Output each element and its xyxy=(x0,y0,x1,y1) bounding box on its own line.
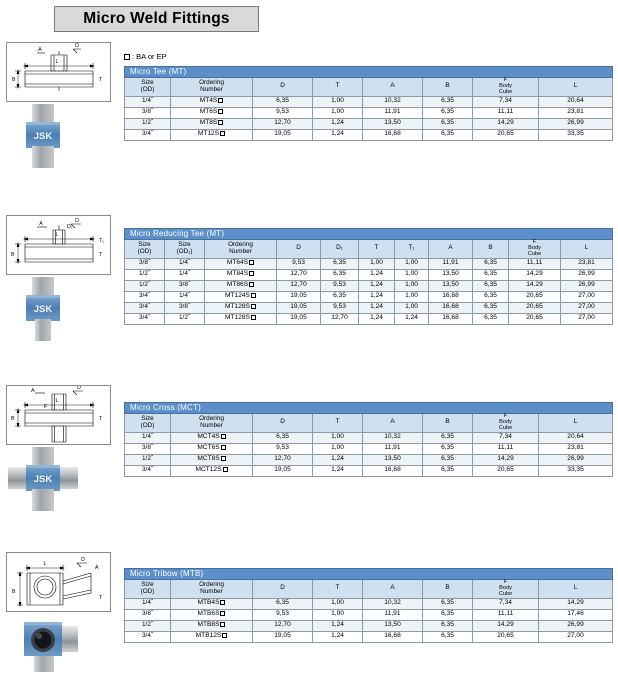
cell-f: 20,65 xyxy=(473,129,539,140)
cell-size: 3/4˝ xyxy=(125,302,165,313)
cell-size1: 1/4˝ xyxy=(165,269,205,280)
cell-ordering-number: MTB8S xyxy=(171,620,253,631)
svg-text:D: D xyxy=(75,218,79,224)
svg-text:T: T xyxy=(99,252,103,258)
cell-t: 1,24 xyxy=(359,269,395,280)
cell-ordering-number: MCT4S xyxy=(171,432,253,443)
cell-d: 19,05 xyxy=(277,291,321,302)
cell-d: 12,70 xyxy=(253,118,313,129)
cell-b: 6,35 xyxy=(473,291,509,302)
col-f-body-cube: F Body Cube xyxy=(509,240,561,259)
cell-b: 6,35 xyxy=(423,631,473,642)
cell-t: 1,24 xyxy=(359,280,395,291)
col-b: B xyxy=(423,78,473,97)
col-t: T xyxy=(313,414,363,433)
cell-t: 1,00 xyxy=(313,96,363,107)
cell-t: 1,24 xyxy=(359,291,395,302)
table-caption: Micro Tee (MT) xyxy=(125,67,613,78)
col-b: B xyxy=(423,414,473,433)
cell-a: 13,50 xyxy=(429,269,473,280)
cell-a: 10,32 xyxy=(363,598,423,609)
col-size-od: Size (OD) xyxy=(125,78,171,97)
cell-b: 6,35 xyxy=(423,598,473,609)
cell-d: 12,70 xyxy=(253,454,313,465)
cell-f: 14,29 xyxy=(473,454,539,465)
cell-l: 23,81 xyxy=(561,258,613,269)
checkbox-icon xyxy=(221,445,226,450)
cell-ordering-number: MT8S xyxy=(171,118,253,129)
cell-ordering-number: MT6S xyxy=(171,107,253,118)
cell-l: 26,99 xyxy=(561,280,613,291)
cell-size: 1/4˝ xyxy=(125,96,171,107)
cell-t1: 1,24 xyxy=(395,313,429,324)
col-ordering-number: Ordering Number xyxy=(171,78,253,97)
cell-a: 10,32 xyxy=(363,96,423,107)
cell-a: 11,91 xyxy=(363,443,423,454)
cell-t: 1,24 xyxy=(313,631,363,642)
cell-size: 3/4˝ xyxy=(125,631,171,642)
checkbox-icon xyxy=(251,293,256,298)
cell-t: 1,00 xyxy=(313,443,363,454)
table-row xyxy=(125,291,613,302)
cell-size: 1/2˝ xyxy=(125,454,171,465)
cell-ordering-number: MT128S xyxy=(205,302,277,313)
cell-t: 1,00 xyxy=(313,598,363,609)
cell-d: 9,53 xyxy=(277,258,321,269)
cell-d1: 9,53 xyxy=(321,302,359,313)
cell-t1: 1,00 xyxy=(395,269,429,280)
col-f-body-cube: F Body Cube xyxy=(473,580,539,599)
cell-f: 14,29 xyxy=(473,118,539,129)
table-micro-reducing-tee-wrapper xyxy=(124,228,613,325)
svg-text:A: A xyxy=(95,565,99,571)
cell-size: 1/4˝ xyxy=(125,432,171,443)
checkbox-icon xyxy=(222,633,227,638)
col-b: B xyxy=(423,580,473,599)
cell-l: 27,00 xyxy=(561,291,613,302)
ba-ep-note xyxy=(124,52,167,61)
table-row xyxy=(125,313,613,324)
cell-a: 13,50 xyxy=(363,118,423,129)
cell-t: 1,24 xyxy=(313,465,363,476)
col-l: L xyxy=(539,78,613,97)
cell-f: 14,29 xyxy=(473,620,539,631)
col-size-od: Size (OD) xyxy=(125,414,171,433)
col-size-od: Size (OD) xyxy=(125,580,171,599)
cell-b: 6,35 xyxy=(423,620,473,631)
cell-a: 16,68 xyxy=(429,302,473,313)
checkbox-icon xyxy=(251,315,256,320)
svg-text:D: D xyxy=(75,43,79,49)
cell-b: 6,35 xyxy=(473,302,509,313)
cell-size1: 1/2˝ xyxy=(165,313,205,324)
svg-text:B: B xyxy=(11,416,15,422)
cell-a: 16,68 xyxy=(363,129,423,140)
cell-d: 9,53 xyxy=(253,609,313,620)
cell-f: 7,34 xyxy=(473,96,539,107)
cell-b: 6,35 xyxy=(423,432,473,443)
cell-b: 6,35 xyxy=(473,313,509,324)
col-a: A xyxy=(363,414,423,433)
cell-f: 14,29 xyxy=(509,280,561,291)
cell-l: 33,35 xyxy=(539,465,613,476)
table-micro-reducing-tee xyxy=(124,228,613,325)
cell-f: 20,65 xyxy=(509,302,561,313)
table-caption: Micro Reducing Tee (MT) xyxy=(125,229,613,240)
cell-d: 19,05 xyxy=(253,129,313,140)
col-size-od: Size (OD) xyxy=(125,240,165,259)
table-row xyxy=(125,631,613,642)
illustration-micro-tee xyxy=(6,42,111,170)
table-micro-tribow-wrapper xyxy=(124,568,613,643)
cell-f: 20,65 xyxy=(473,465,539,476)
cell-b: 6,35 xyxy=(423,609,473,620)
svg-text:D: D xyxy=(77,386,81,391)
col-t: T xyxy=(313,78,363,97)
checkbox-icon xyxy=(220,611,225,616)
col-d: D xyxy=(253,414,313,433)
col-d1: D₁ xyxy=(321,240,359,259)
checkbox-icon xyxy=(249,282,254,287)
col-f-body-cube: F Body Cube xyxy=(473,414,539,433)
svg-text:JSK: JSK xyxy=(33,474,53,485)
table-row xyxy=(125,432,613,443)
cell-d1: 9,53 xyxy=(321,280,359,291)
table-micro-tee-wrapper xyxy=(124,66,613,141)
cell-size: 1/2˝ xyxy=(125,269,165,280)
cell-d: 19,05 xyxy=(253,631,313,642)
cell-l: 27,00 xyxy=(561,302,613,313)
col-l: L xyxy=(561,240,613,259)
cell-size1: 3/8˝ xyxy=(165,302,205,313)
table-row xyxy=(125,118,613,129)
table-row xyxy=(125,258,613,269)
cell-f: 14,29 xyxy=(509,269,561,280)
cell-l: 33,35 xyxy=(539,129,613,140)
svg-text:F: F xyxy=(44,404,48,410)
cell-t: 1,24 xyxy=(359,302,395,313)
cell-ordering-number: MTB6S xyxy=(171,609,253,620)
cell-size: 3/8˝ xyxy=(125,443,171,454)
cell-d1: 6,35 xyxy=(321,258,359,269)
svg-text:JSK: JSK xyxy=(33,131,53,142)
table-row xyxy=(125,454,613,465)
cell-d1: 6,35 xyxy=(321,291,359,302)
cell-d1: 12,70 xyxy=(321,313,359,324)
svg-text:L: L xyxy=(43,561,47,567)
cell-size1: 3/8˝ xyxy=(165,280,205,291)
col-f-body-cube: F Body Cube xyxy=(473,78,539,97)
cell-d: 19,05 xyxy=(277,302,321,313)
cell-t1: 1,00 xyxy=(395,302,429,313)
col-l: L xyxy=(539,580,613,599)
cell-l: 20,64 xyxy=(539,96,613,107)
svg-text:D₁: D₁ xyxy=(67,224,73,230)
svg-text:L: L xyxy=(55,232,59,238)
checkbox-icon xyxy=(249,271,254,276)
cell-l: 26,99 xyxy=(539,118,613,129)
cell-size1: 1/4˝ xyxy=(165,291,205,302)
checkbox-icon xyxy=(220,131,225,136)
table-row xyxy=(125,280,613,291)
col-size-od1: Size (OD₁) xyxy=(165,240,205,259)
cell-b: 6,35 xyxy=(423,107,473,118)
svg-text:T: T xyxy=(99,416,103,422)
cell-size1: 1/4˝ xyxy=(165,258,205,269)
cell-b: 6,35 xyxy=(473,258,509,269)
col-t1: T₁ xyxy=(395,240,429,259)
cell-f: 20,65 xyxy=(509,291,561,302)
cell-f: 11,11 xyxy=(509,258,561,269)
table-row xyxy=(125,107,613,118)
cell-b: 6,35 xyxy=(423,129,473,140)
product-photo-micro-tribow xyxy=(6,612,111,674)
cell-d: 6,35 xyxy=(253,432,313,443)
col-d: D xyxy=(277,240,321,259)
cell-d: 9,53 xyxy=(253,107,313,118)
product-photo-micro-cross xyxy=(6,445,111,513)
cell-t: 1,00 xyxy=(313,107,363,118)
cell-t: 1,00 xyxy=(359,258,395,269)
cell-t: 1,00 xyxy=(313,609,363,620)
cell-size: 1/4˝ xyxy=(125,598,171,609)
cell-f: 7,34 xyxy=(473,598,539,609)
illustration-micro-reducing-tee xyxy=(6,215,111,343)
checkbox-icon xyxy=(218,120,223,125)
col-a: A xyxy=(429,240,473,259)
cell-f: 7,34 xyxy=(473,432,539,443)
cell-a: 13,50 xyxy=(363,454,423,465)
cell-a: 16,68 xyxy=(429,291,473,302)
svg-text:B: B xyxy=(12,589,16,595)
cell-a: 16,68 xyxy=(429,313,473,324)
col-ordering-number: Ordering Number xyxy=(171,580,253,599)
table-row xyxy=(125,609,613,620)
table-header-row xyxy=(125,580,613,599)
cell-t: 1,24 xyxy=(313,129,363,140)
table-micro-tribow xyxy=(124,568,613,643)
table-row xyxy=(125,96,613,107)
svg-text:A: A xyxy=(31,388,35,394)
table-row xyxy=(125,465,613,476)
cell-b: 6,35 xyxy=(423,465,473,476)
table-row xyxy=(125,269,613,280)
col-d: D xyxy=(253,580,313,599)
cell-size: 3/4˝ xyxy=(125,313,165,324)
table-micro-tee xyxy=(124,66,613,141)
cell-t1: 1,00 xyxy=(395,280,429,291)
cell-b: 6,35 xyxy=(423,96,473,107)
cell-ordering-number: MT128S xyxy=(205,313,277,324)
cell-ordering-number: MT124S xyxy=(205,291,277,302)
cell-ordering-number: MCT6S xyxy=(171,443,253,454)
cell-l: 23,81 xyxy=(539,107,613,118)
cell-f: 20,65 xyxy=(509,313,561,324)
cell-l: 26,99 xyxy=(539,454,613,465)
cell-f: 11,11 xyxy=(473,107,539,118)
product-photo-micro-tee xyxy=(6,102,111,170)
cell-ordering-number: MCT12S xyxy=(171,465,253,476)
cell-b: 6,35 xyxy=(473,269,509,280)
svg-text:L: L xyxy=(55,59,59,65)
col-a: A xyxy=(363,580,423,599)
col-b: B xyxy=(473,240,509,259)
cell-size: 3/4˝ xyxy=(125,465,171,476)
svg-text:B: B xyxy=(12,77,16,83)
cell-l: 26,99 xyxy=(561,269,613,280)
cell-a: 16,68 xyxy=(363,631,423,642)
cell-size: 3/8˝ xyxy=(125,258,165,269)
table-row xyxy=(125,443,613,454)
table-micro-cross xyxy=(124,402,613,477)
cell-t1: 1,00 xyxy=(395,258,429,269)
product-photo-micro-reducing-tee xyxy=(6,275,111,343)
cell-size: 3/4˝ xyxy=(125,291,165,302)
col-a: A xyxy=(363,78,423,97)
col-l: L xyxy=(539,414,613,433)
line-art-micro-cross xyxy=(6,385,111,445)
cell-l: 27,00 xyxy=(539,631,613,642)
cell-l: 17,46 xyxy=(539,609,613,620)
cell-f: 11,11 xyxy=(473,609,539,620)
cell-a: 13,50 xyxy=(363,620,423,631)
cell-a: 11,91 xyxy=(429,258,473,269)
cell-b: 6,35 xyxy=(423,454,473,465)
svg-text:T: T xyxy=(99,595,103,601)
cell-size: 3/4˝ xyxy=(125,129,171,140)
cell-a: 13,50 xyxy=(429,280,473,291)
col-t: T xyxy=(359,240,395,259)
cell-d: 12,70 xyxy=(253,620,313,631)
cell-size: 3/8˝ xyxy=(125,609,171,620)
table-row xyxy=(125,129,613,140)
cell-t1: 1,00 xyxy=(395,291,429,302)
cell-ordering-number: MT4S xyxy=(171,96,253,107)
checkbox-icon xyxy=(218,98,223,103)
svg-text:JSK: JSK xyxy=(33,304,53,315)
cell-size: 1/2˝ xyxy=(125,620,171,631)
col-t: T xyxy=(313,580,363,599)
cell-l: 26,99 xyxy=(539,620,613,631)
checkbox-icon xyxy=(220,600,225,605)
table-header-row xyxy=(125,78,613,97)
cell-d: 6,35 xyxy=(253,598,313,609)
checkbox-icon xyxy=(124,54,130,60)
col-d: D xyxy=(253,78,313,97)
table-micro-cross-wrapper xyxy=(124,402,613,477)
col-ordering-number: Ordering Number xyxy=(205,240,277,259)
cell-d: 19,05 xyxy=(253,465,313,476)
cell-l: 14,29 xyxy=(539,598,613,609)
cell-l: 23,81 xyxy=(539,443,613,454)
illustration-micro-tribow xyxy=(6,552,111,674)
cell-d: 12,70 xyxy=(277,269,321,280)
svg-text:L: L xyxy=(55,398,59,404)
cell-a: 11,91 xyxy=(363,107,423,118)
cell-d1: 6,35 xyxy=(321,269,359,280)
table-header-row xyxy=(125,414,613,433)
cell-t: 1,24 xyxy=(313,118,363,129)
svg-text:B: B xyxy=(11,252,15,258)
cell-ordering-number: MT64S xyxy=(205,258,277,269)
cell-a: 11,91 xyxy=(363,609,423,620)
svg-text:A: A xyxy=(38,47,42,53)
cell-ordering-number: MCT8S xyxy=(171,454,253,465)
cell-t: 1,24 xyxy=(359,313,395,324)
cell-d: 19,05 xyxy=(277,313,321,324)
table-row xyxy=(125,302,613,313)
cell-d: 6,35 xyxy=(253,96,313,107)
cell-f: 20,65 xyxy=(473,631,539,642)
page-title: Micro Weld Fittings xyxy=(83,10,230,27)
cell-ordering-number: MT84S xyxy=(205,269,277,280)
cell-d: 9,53 xyxy=(253,443,313,454)
ba-ep-note-label: : BA or EP xyxy=(132,52,167,61)
cell-a: 10,32 xyxy=(363,432,423,443)
table-row xyxy=(125,620,613,631)
page-title-bar xyxy=(54,6,259,32)
cell-l: 27,00 xyxy=(561,313,613,324)
illustration-micro-cross xyxy=(6,385,111,513)
cell-b: 6,35 xyxy=(473,280,509,291)
table-row xyxy=(125,598,613,609)
table-caption: Micro Tribow (MTB) xyxy=(125,569,613,580)
checkbox-icon xyxy=(220,622,225,627)
cell-size: 3/8˝ xyxy=(125,107,171,118)
svg-text:D: D xyxy=(81,557,85,563)
line-art-micro-tee xyxy=(6,42,111,102)
cell-b: 6,35 xyxy=(423,118,473,129)
cell-t: 1,00 xyxy=(313,432,363,443)
line-art-micro-tribow xyxy=(6,552,111,612)
cell-ordering-number: MTB12S xyxy=(171,631,253,642)
cell-size: 1/2˝ xyxy=(125,118,171,129)
svg-text:T: T xyxy=(99,77,103,83)
svg-text:T₁: T₁ xyxy=(99,238,104,244)
cell-size: 1/2˝ xyxy=(125,280,165,291)
checkbox-icon xyxy=(251,304,256,309)
cell-f: 11,11 xyxy=(473,443,539,454)
svg-text:A: A xyxy=(39,221,43,227)
table-header-row xyxy=(125,240,613,259)
cell-ordering-number: MTB4S xyxy=(171,598,253,609)
cell-b: 6,35 xyxy=(423,443,473,454)
checkbox-icon xyxy=(221,456,226,461)
cell-ordering-number: MT12S xyxy=(171,129,253,140)
checkbox-icon xyxy=(249,260,254,265)
checkbox-icon xyxy=(223,467,228,472)
cell-d: 12,70 xyxy=(277,280,321,291)
checkbox-icon xyxy=(221,434,226,439)
cell-t: 1,24 xyxy=(313,454,363,465)
line-art-micro-reducing-tee xyxy=(6,215,111,275)
checkbox-icon xyxy=(218,109,223,114)
table-caption: Micro Cross (MCT) xyxy=(125,403,613,414)
col-ordering-number: Ordering Number xyxy=(171,414,253,433)
cell-l: 20,64 xyxy=(539,432,613,443)
cell-a: 16,68 xyxy=(363,465,423,476)
cell-t: 1,24 xyxy=(313,620,363,631)
cell-ordering-number: MT86S xyxy=(205,280,277,291)
